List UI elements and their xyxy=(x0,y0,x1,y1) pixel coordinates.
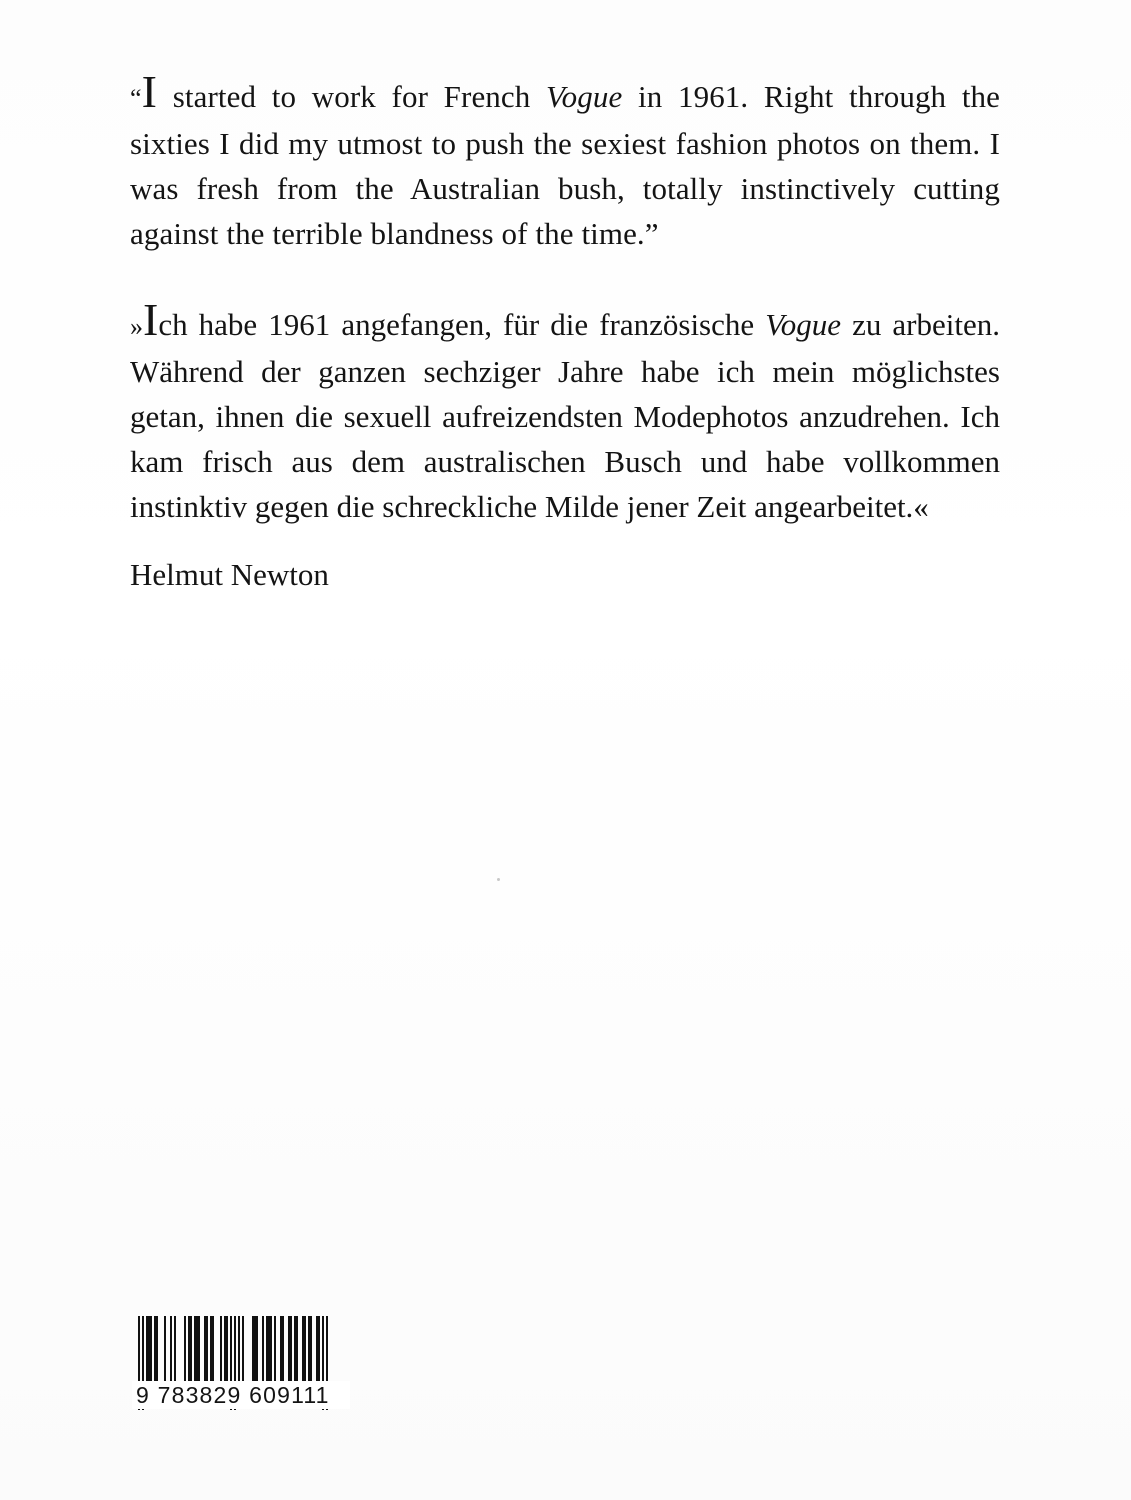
barcode-bar xyxy=(156,1316,158,1382)
german-quote-text-part-2: zu arbeiten. Während der ganzen sechziger Jahre habe ich mein möglichstes getan, ihnen die sexuell aufreizendsten Modephotos anzudrehen. Ich kam frisch aus dem australischen Busch und habe vollkommen instinktiv gegen die schreckliche Milde jener Zeit angearbeitet.« xyxy=(130,307,1000,524)
barcode-bar xyxy=(288,1316,290,1382)
barcode-bar xyxy=(206,1316,208,1382)
english-open-quote-mark: “ xyxy=(130,84,142,113)
barcode-bar xyxy=(296,1316,298,1382)
barcode-bar xyxy=(302,1316,304,1382)
barcode-bar xyxy=(194,1316,196,1382)
german-open-quote-mark: » xyxy=(130,312,143,341)
barcode-bar xyxy=(204,1316,206,1382)
barcode-bar xyxy=(290,1316,292,1382)
barcode-bar xyxy=(224,1316,226,1382)
barcode-bar xyxy=(304,1316,306,1382)
barcode-bar xyxy=(256,1316,258,1382)
barcode-bar xyxy=(154,1316,156,1382)
barcode-bar xyxy=(282,1316,284,1382)
barcode-bar xyxy=(242,1316,244,1382)
barcode-bar xyxy=(294,1316,296,1382)
barcode-bar xyxy=(310,1316,312,1382)
print-speck xyxy=(497,878,500,881)
german-quote-text-part-1: ch habe 1961 angefangen, für die französische xyxy=(158,307,766,342)
german-magazine-name: Vogue xyxy=(765,307,841,342)
barcode-bar xyxy=(254,1316,256,1382)
barcode-bar xyxy=(252,1316,254,1382)
barcode-bar xyxy=(280,1316,282,1382)
quote-author: Helmut Newton xyxy=(130,557,329,592)
barcode-bar xyxy=(150,1316,152,1382)
barcode-bar xyxy=(316,1316,318,1382)
barcode-bar xyxy=(184,1316,186,1382)
barcode-bar xyxy=(212,1316,214,1382)
barcode-bar xyxy=(190,1316,192,1382)
english-quote-text-part-1: started to work for French xyxy=(157,79,547,114)
barcode-bar xyxy=(210,1316,212,1382)
barcode-bar xyxy=(238,1316,240,1382)
barcode-bar xyxy=(148,1316,150,1382)
english-quote xyxy=(130,66,1000,256)
barcode-bar xyxy=(174,1316,176,1382)
english-magazine-name: Vogue xyxy=(546,79,623,114)
barcode-bar xyxy=(146,1316,148,1382)
barcode-bar xyxy=(268,1316,270,1382)
german-quote xyxy=(130,294,1000,529)
barcode-bar xyxy=(318,1316,320,1382)
isbn-barcode-number: 9 783829 609111 xyxy=(132,1381,350,1409)
barcode-bar xyxy=(226,1316,228,1382)
barcode-bar xyxy=(198,1316,200,1382)
barcode-bar xyxy=(188,1316,190,1382)
barcode-bar xyxy=(220,1316,222,1382)
german-initial-letter: I xyxy=(143,294,159,345)
barcode-bar xyxy=(270,1316,272,1382)
english-quote-text-part-2: in 1961. Right through the sixties I did my utmost to push the sexiest fashion photos on them. I was fresh from the Australian bush, totally instinctively cutting against the terrible blandness of the time.” xyxy=(130,79,1000,251)
barcode-bar xyxy=(266,1316,268,1382)
english-initial-letter: I xyxy=(141,66,158,117)
barcode-bar xyxy=(164,1316,166,1382)
barcode-bar xyxy=(170,1316,172,1382)
barcode-bar xyxy=(308,1316,310,1382)
barcode-bar xyxy=(196,1316,198,1382)
barcode-bar xyxy=(262,1316,264,1382)
barcode-bar xyxy=(274,1316,276,1382)
